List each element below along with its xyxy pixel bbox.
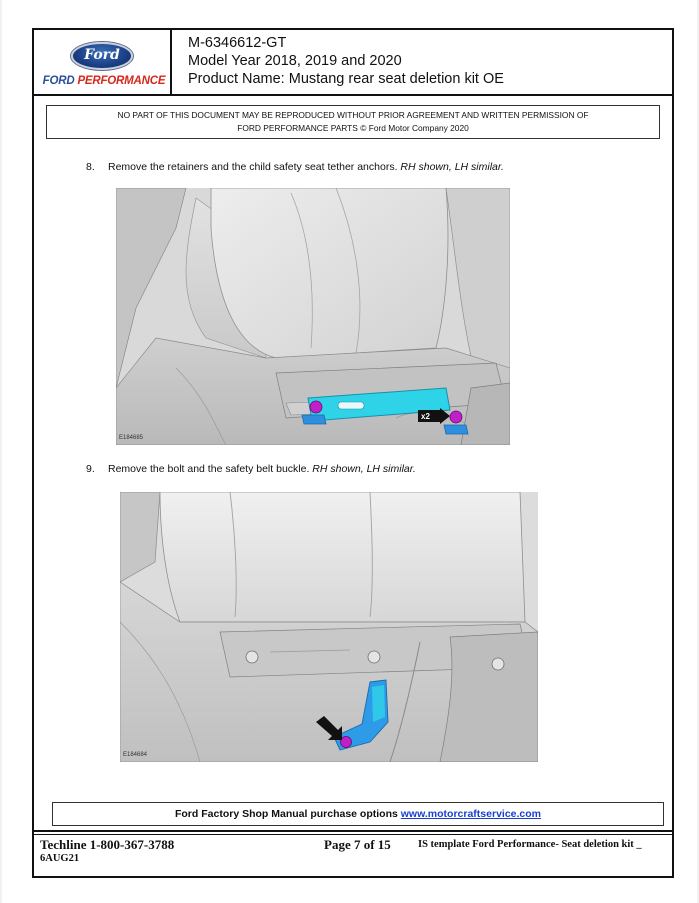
ford-logo-script: Ford: [84, 47, 120, 63]
step-number: 8.: [86, 161, 95, 173]
step-note: RH shown, LH similar.: [400, 161, 504, 173]
step-note: RH shown, LH similar.: [312, 463, 416, 475]
page-number: Page 7 of 15: [324, 837, 391, 852]
date-code: 6AUG21: [40, 853, 80, 864]
seat-belt-buckle-illustration: [120, 492, 538, 762]
ford-performance-wordmark: [40, 75, 168, 87]
brand-word-ford: FORD: [42, 75, 75, 87]
footer-divider-thin: [34, 834, 672, 835]
template-name: IS template Ford Performance- Seat deletion kit _: [418, 839, 642, 850]
bolt-fastener-icon: [341, 737, 352, 748]
manual-page: [2, 0, 697, 903]
page-frame: [32, 28, 674, 878]
product-name: Product Name: Mustang rear seat deletion kit OE: [188, 71, 504, 87]
step-number: 9.: [86, 463, 95, 475]
motorcraft-link[interactable]: www.motorcraftservice.com: [400, 808, 542, 820]
footer-divider: [34, 830, 672, 832]
figure-step-8: [116, 188, 510, 445]
notice-line-1: NO PART OF THIS DOCUMENT MAY BE REPRODUCED WITHOUT PRIOR AGREEMENT AND WRITTEN PERMISSION OF: [117, 110, 589, 120]
callout-quantity: x2: [421, 412, 430, 421]
retainer-fastener-icon: [310, 401, 322, 413]
step-8-instruction: [86, 161, 504, 173]
figure-id: E184684: [123, 752, 148, 758]
seat-tether-illustration: [116, 188, 510, 445]
ford-oval-logo-icon: [71, 42, 133, 70]
title-block: [188, 34, 668, 88]
notice-line-2: FORD PERFORMANCE PARTS © Ford Motor Company 2020: [237, 123, 469, 133]
logo-cell: [34, 30, 172, 94]
brand-word-performance: PERFORMANCE: [77, 75, 166, 87]
document-header: [34, 30, 672, 96]
purchase-options-box: [52, 802, 664, 826]
step-text: Remove the bolt and the safety belt buckle.: [108, 463, 310, 475]
figure-step-9: [120, 492, 538, 762]
model-year: Model Year 2018, 2019 and 2020: [188, 53, 402, 69]
techline: Techline 1-800-367-3788: [40, 837, 175, 852]
purchase-text: Ford Factory Shop Manual purchase options: [174, 808, 398, 820]
doc-number: M-6346612-GT: [188, 35, 287, 51]
copyright-notice: [46, 105, 660, 139]
step-text: Remove the retainers and the child safety seat tether anchors.: [108, 161, 398, 173]
figure-id: E184685: [119, 435, 144, 441]
step-9-instruction: [86, 463, 416, 475]
retainer-fastener-icon: [450, 411, 462, 423]
